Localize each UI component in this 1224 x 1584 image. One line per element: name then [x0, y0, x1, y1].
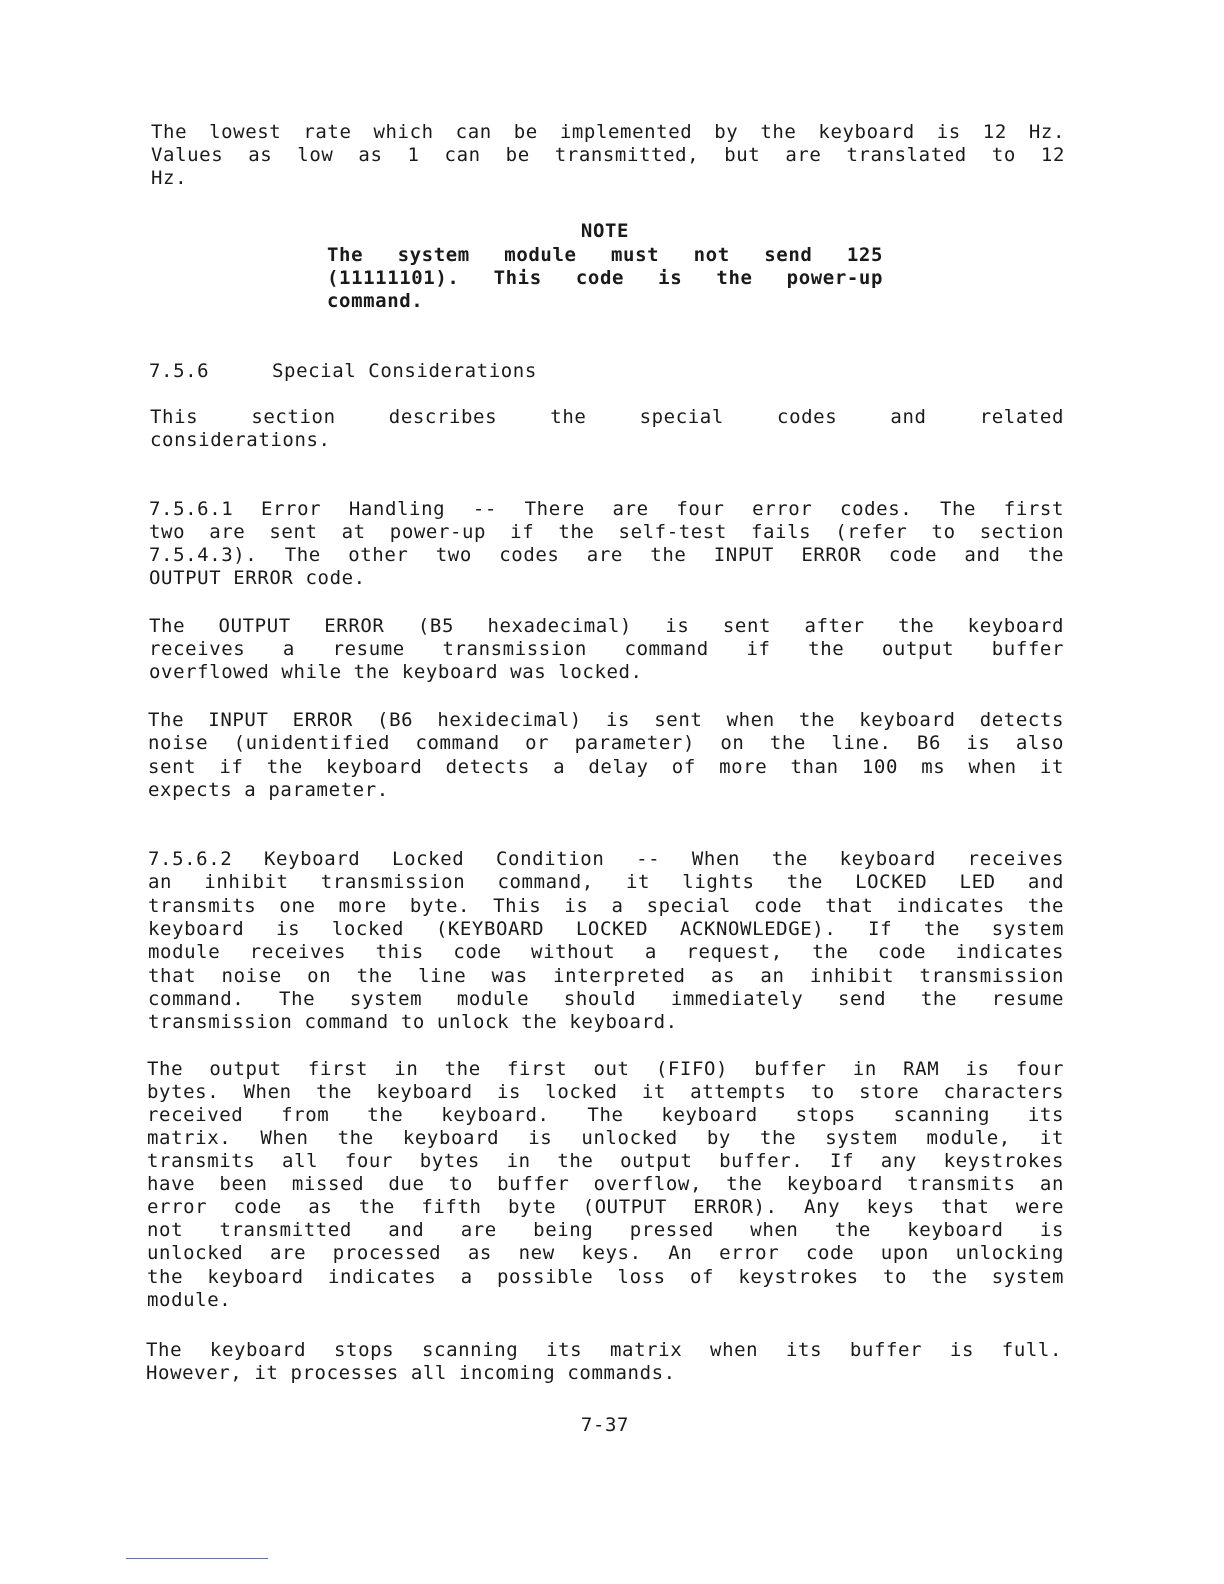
section-number: 7.5.6: [149, 360, 210, 382]
paragraph-line: two are sent at power-up if the self-test fails (refer to section: [149, 521, 1064, 543]
paragraph-line: overflowed while the keyboard was locked.: [149, 661, 643, 683]
paragraph-line: error code as the fifth byte (OUTPUT ERROR). Any keys that were: [147, 1196, 1064, 1218]
page-number: 7-37: [580, 1414, 630, 1436]
paragraph-line: have been missed due to buffer overflow, the keyboard transmits an: [147, 1173, 1064, 1195]
paragraph-line: module.: [147, 1289, 232, 1311]
paragraph-line: transmits one more byte. This is a special code that indicates the: [148, 895, 1064, 917]
paragraph-line: However, it processes all incoming commands.: [146, 1362, 676, 1384]
paragraph-line: transmission command to unlock the keyboard.: [148, 1011, 678, 1033]
paragraph-line: 7.5.6.1 Error Handling -- There are four error codes. The first: [149, 498, 1064, 520]
paragraph-line: This section describes the special codes and related: [150, 406, 1064, 428]
paragraph-line: The keyboard stops scanning its matrix when its buffer is full.: [146, 1339, 1062, 1361]
paragraph-line: matrix. When the keyboard is unlocked by the system module, it: [147, 1127, 1064, 1149]
section-title: Special Considerations: [272, 360, 537, 382]
paragraph-line: that noise on the line was interpreted as an inhibit transmission: [148, 965, 1064, 987]
paragraph-line: OUTPUT ERROR code.: [149, 567, 366, 589]
paragraph-line: noise (unidentified command or parameter) on the line. B6 is also: [148, 732, 1064, 754]
paragraph-line: an inhibit transmission command, it lights the LOCKED LED and: [148, 871, 1064, 893]
note-line: command.: [327, 290, 424, 312]
paragraph-line: 7.5.4.3). The other two codes are the INPUT ERROR code and the: [149, 544, 1064, 566]
note-heading: NOTE: [580, 220, 630, 242]
paragraph-line: expects a parameter.: [148, 779, 389, 801]
paragraph-line: keyboard is locked (KEYBOARD LOCKED ACKNOWLEDGE). If the system: [148, 918, 1064, 940]
paragraph-line: The INPUT ERROR (B6 hexidecimal) is sent when the keyboard detects: [148, 709, 1064, 731]
paragraph-line: transmits all four bytes in the output buffer. If any keystrokes: [147, 1150, 1064, 1172]
footnote-divider: [126, 1558, 268, 1559]
paragraph-line: the keyboard indicates a possible loss of keystrokes to the system: [147, 1266, 1064, 1288]
paragraph-line: unlocked are processed as new keys. An error code upon unlocking: [147, 1242, 1064, 1264]
paragraph-line: Hz.: [151, 167, 188, 189]
paragraph-line: not transmitted and are being pressed when the keyboard is: [147, 1219, 1064, 1241]
paragraph-line: receives a resume transmission command if the output buffer: [149, 638, 1064, 660]
paragraph-line: sent if the keyboard detects a delay of more than 100 ms when it: [148, 756, 1064, 778]
paragraph-line: Values as low as 1 can be transmitted, but are translated to 12: [151, 144, 1065, 166]
paragraph-line: The output first in the first out (FIFO) buffer in RAM is four: [147, 1058, 1064, 1080]
note-line: The system module must not send 125: [327, 244, 883, 266]
paragraph-line: The OUTPUT ERROR (B5 hexadecimal) is sent after the keyboard: [149, 615, 1064, 637]
paragraph-line: module receives this code without a request, the code indicates: [148, 941, 1064, 963]
note-line: (11111101). This code is the power-up: [327, 267, 883, 289]
paragraph-line: received from the keyboard. The keyboard stops scanning its: [147, 1104, 1064, 1126]
paragraph-line: command. The system module should immediately send the resume: [148, 988, 1064, 1010]
paragraph-line: considerations.: [150, 429, 331, 451]
paragraph-line: 7.5.6.2 Keyboard Locked Condition -- When the keyboard receives: [148, 848, 1064, 870]
paragraph-line: bytes. When the keyboard is locked it attempts to store characters: [147, 1081, 1064, 1103]
paragraph-line: The lowest rate which can be implemented by the keyboard is 12 Hz.: [151, 121, 1065, 143]
